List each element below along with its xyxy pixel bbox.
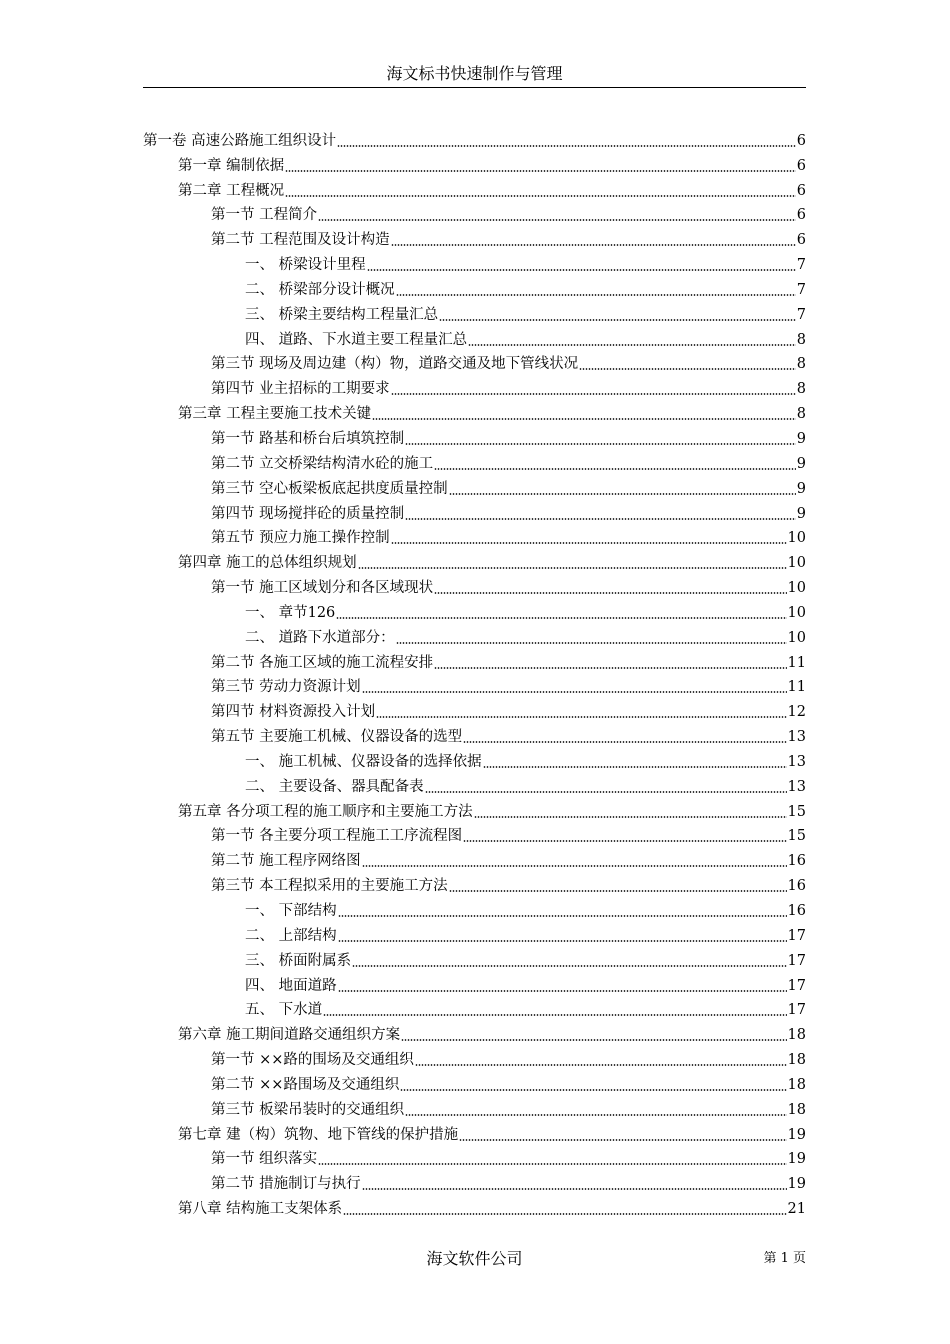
- toc-entry-title: 二、 桥梁部分设计概况: [245, 281, 395, 298]
- toc-entry-page: 16: [787, 878, 806, 895]
- toc-dot-leader: [362, 691, 787, 693]
- toc-dot-leader: [459, 1139, 786, 1141]
- toc-entry[interactable]: [143, 448, 806, 473]
- toc-dot-leader: [391, 393, 796, 395]
- toc-entry-page: 21: [787, 1201, 806, 1218]
- toc-entry-title: 一、 下部结构: [245, 903, 337, 919]
- toc-entry-page: 8: [796, 356, 806, 373]
- toc-entry-page: 6: [796, 232, 806, 249]
- toc-entry-page: 9: [796, 480, 806, 497]
- toc-entry-title: 第一节 各主要分项工程施工工序流程图: [211, 828, 463, 845]
- toc-entry-title: 第一节 ××路的围场及交通组织: [211, 1052, 414, 1069]
- toc-entry-title: 第一节 组织落实: [211, 1151, 318, 1168]
- toc-dot-leader: [449, 890, 787, 892]
- toc-dot-leader: [367, 269, 796, 271]
- toc-entry-title: 第八章 结构施工支架体系: [178, 1201, 343, 1218]
- toc-dot-leader: [579, 368, 796, 370]
- toc-entry-page: 7: [796, 306, 806, 323]
- footer-page-number: 第 1 页: [763, 1251, 806, 1266]
- toc-entry-page: 9: [796, 430, 806, 447]
- toc-dot-leader: [391, 542, 787, 544]
- toc-dot-leader: [434, 468, 796, 470]
- toc-entry[interactable]: [143, 1019, 806, 1044]
- toc-entry[interactable]: [143, 1119, 806, 1144]
- toc-dot-leader: [362, 865, 787, 867]
- toc-dot-leader: [285, 170, 796, 172]
- toc-entry[interactable]: [143, 1144, 806, 1169]
- toc-entry[interactable]: [143, 498, 806, 523]
- toc-entry[interactable]: [143, 349, 806, 374]
- toc-entry-title: 第五节 预应力施工操作控制: [211, 530, 390, 547]
- toc-entry-title: 四、 道路、下水道主要工程量汇总: [245, 331, 468, 348]
- toc-entry[interactable]: [143, 796, 806, 821]
- toc-dot-leader: [425, 791, 787, 793]
- toc-entry-page: 6: [796, 207, 806, 224]
- toc-entry[interactable]: [143, 523, 806, 548]
- toc-entry-title: 第一节 工程简介: [211, 207, 318, 224]
- toc-entry-title: 第六章 施工期间道路交通组织方案: [178, 1027, 401, 1044]
- toc-entry[interactable]: [143, 721, 806, 746]
- toc-entry-page: 16: [787, 903, 806, 919]
- toc-entry-page: 18: [787, 1027, 806, 1044]
- toc-entry-title: 第七章 建（构）筑物、地下管线的保护措施: [178, 1126, 459, 1143]
- toc-entry-title: 第四章 施工的总体组织规划: [178, 555, 357, 572]
- header-rule: [143, 87, 806, 88]
- toc-entry-page: 11: [787, 654, 806, 671]
- toc-dot-leader: [336, 617, 786, 619]
- toc-entry-title: 第三节 劳动力资源计划: [211, 679, 361, 696]
- toc-entry-page: 15: [787, 828, 806, 845]
- toc-entry-page: 6: [796, 132, 806, 149]
- toc-dot-leader: [323, 1014, 786, 1016]
- toc-entry[interactable]: [143, 324, 806, 349]
- toc-entry[interactable]: [143, 274, 806, 299]
- toc-entry[interactable]: [143, 150, 806, 175]
- toc-entry[interactable]: [143, 398, 806, 423]
- toc-entry-page: 16: [787, 853, 806, 870]
- toc-entry-title: 四、 地面道路: [245, 977, 337, 994]
- toc-entry-page: 13: [787, 753, 806, 770]
- toc-entry-title: 一、 章节126: [245, 604, 336, 621]
- toc-dot-leader: [434, 667, 786, 669]
- toc-dot-leader: [318, 1163, 786, 1165]
- toc-entry-title: 第二节 工程范围及设计构造: [211, 232, 390, 249]
- toc-dot-leader: [352, 965, 786, 967]
- toc-dot-leader: [338, 915, 787, 917]
- toc-entry-page: 10: [787, 580, 806, 597]
- toc-dot-leader: [415, 1064, 787, 1066]
- toc-entry-page: 8: [796, 381, 806, 398]
- toc-entry-title: 第一节 路基和桥台后填筑控制: [211, 430, 405, 447]
- toc-dot-leader: [376, 716, 786, 718]
- toc-entry[interactable]: [143, 1193, 806, 1218]
- toc-entry[interactable]: [143, 622, 806, 647]
- toc-entry-page: 19: [787, 1176, 806, 1193]
- toc-dot-leader: [468, 344, 796, 346]
- toc-entry[interactable]: [143, 572, 806, 597]
- toc-dot-leader: [362, 1188, 787, 1190]
- toc-entry[interactable]: [143, 597, 806, 622]
- toc-entry[interactable]: [143, 423, 806, 448]
- toc-entry-page: 10: [787, 629, 806, 646]
- toc-entry-title: 第二章 工程概况: [178, 182, 285, 199]
- toc-entry-page: 18: [787, 1052, 806, 1069]
- toc-entry-page: 8: [796, 331, 806, 348]
- toc-entry-page: 13: [787, 729, 806, 746]
- toc-entry-title: 三、 桥面附属系: [245, 952, 352, 969]
- toc-entry-title: 五、 下水道: [245, 1002, 323, 1019]
- toc-entry[interactable]: [143, 1168, 806, 1193]
- toc-entry-title: 第一卷 高速公路施工组织设计: [143, 132, 337, 149]
- toc-dot-leader: [449, 493, 796, 495]
- toc-entry[interactable]: [143, 771, 806, 796]
- toc-entry-page: 12: [787, 704, 806, 721]
- page-header-title: 海文标书快速制作与管理: [386, 64, 563, 83]
- toc-entry-title: 三、 桥梁主要结构工程量汇总: [245, 306, 439, 323]
- toc-entry-page: 7: [796, 257, 806, 274]
- table-of-contents: [143, 125, 806, 1218]
- toc-entry[interactable]: [143, 299, 806, 324]
- toc-entry-title: 第二节 立交桥梁结构清水砼的施工: [211, 455, 434, 472]
- toc-dot-leader: [372, 418, 796, 420]
- toc-entry-page: 17: [787, 927, 806, 944]
- toc-entry[interactable]: [143, 1044, 806, 1069]
- toc-entry[interactable]: [143, 473, 806, 498]
- toc-entry-title: 二、 上部结构: [245, 927, 337, 944]
- toc-entry-title: 第四节 材料资源投入计划: [211, 704, 376, 721]
- toc-entry[interactable]: [143, 125, 806, 150]
- toc-entry[interactable]: [143, 696, 806, 721]
- toc-entry[interactable]: [143, 821, 806, 846]
- toc-entry-page: 17: [787, 1002, 806, 1019]
- toc-entry[interactable]: [143, 746, 806, 771]
- toc-entry[interactable]: [143, 647, 806, 672]
- toc-entry[interactable]: [143, 970, 806, 995]
- toc-dot-leader: [396, 642, 787, 644]
- toc-entry[interactable]: [143, 870, 806, 895]
- toc-entry-page: 9: [796, 505, 806, 522]
- toc-entry-title: 一、 桥梁设计里程: [245, 257, 366, 274]
- toc-entry-page: 19: [787, 1126, 806, 1143]
- toc-entry[interactable]: [143, 845, 806, 870]
- toc-dot-leader: [338, 990, 787, 992]
- toc-dot-leader: [463, 741, 786, 743]
- toc-entry-title: 第一节 施工区域划分和各区域现状: [211, 580, 434, 597]
- toc-entry-title: 一、 施工机械、仪器设备的选择依据: [245, 753, 482, 770]
- toc-entry[interactable]: [143, 1069, 806, 1094]
- toc-dot-leader: [285, 195, 796, 197]
- toc-entry-page: 15: [787, 803, 806, 820]
- toc-entry-title: 第二节 ××路围场及交通组织: [211, 1076, 400, 1093]
- toc-entry-page: 8: [796, 406, 806, 423]
- toc-dot-leader: [405, 1114, 786, 1116]
- toc-entry[interactable]: [143, 895, 806, 920]
- toc-entry-title: 第四节 业主招标的工期要求: [211, 381, 390, 398]
- footer-company: 海文软件公司: [426, 1249, 523, 1268]
- toc-dot-leader: [400, 1089, 786, 1091]
- toc-entry-page: 18: [787, 1101, 806, 1118]
- toc-dot-leader: [401, 1039, 786, 1041]
- toc-entry-title: 第四节 现场搅拌砼的质量控制: [211, 505, 405, 522]
- toc-entry[interactable]: [143, 1094, 806, 1119]
- toc-entry-title: 第三节 本工程拟采用的主要施工方法: [211, 878, 448, 895]
- toc-entry[interactable]: [143, 547, 806, 572]
- toc-dot-leader: [463, 840, 786, 842]
- toc-dot-leader: [439, 319, 796, 321]
- toc-entry-title: 第三章 工程主要施工技术关键: [178, 406, 372, 423]
- toc-entry-page: 10: [787, 604, 806, 621]
- toc-entry-title: 第一章 编制依据: [178, 157, 285, 174]
- toc-dot-leader: [391, 244, 796, 246]
- toc-dot-leader: [343, 1213, 786, 1215]
- toc-entry-title: 第三节 板梁吊装时的交通组织: [211, 1101, 405, 1118]
- toc-entry[interactable]: [143, 672, 806, 697]
- toc-entry-title: 第三节 空心板梁板底起拱度质量控制: [211, 480, 448, 497]
- toc-dot-leader: [338, 940, 787, 942]
- toc-entry-page: 13: [787, 778, 806, 795]
- toc-dot-leader: [337, 145, 796, 147]
- toc-entry-page: 17: [787, 952, 806, 969]
- toc-dot-leader: [318, 219, 796, 221]
- toc-entry[interactable]: [143, 945, 806, 970]
- toc-dot-leader: [483, 766, 787, 768]
- toc-entry-page: 9: [796, 455, 806, 472]
- toc-dot-leader: [358, 567, 787, 569]
- toc-entry-page: 10: [787, 555, 806, 572]
- toc-entry-title: 第五节 主要施工机械、仪器设备的选型: [211, 729, 463, 746]
- toc-entry-page: 7: [796, 281, 806, 298]
- toc-entry[interactable]: [143, 200, 806, 225]
- toc-entry-page: 19: [787, 1151, 806, 1168]
- toc-entry-title: 第三节 现场及周边建（构）物，道路交通及地下管线状况: [211, 356, 579, 373]
- toc-entry[interactable]: [143, 224, 806, 249]
- toc-dot-leader: [405, 518, 796, 520]
- toc-dot-leader: [405, 443, 796, 445]
- toc-entry[interactable]: [143, 373, 806, 398]
- toc-entry[interactable]: [143, 249, 806, 274]
- toc-entry[interactable]: [143, 175, 806, 200]
- toc-dot-leader: [434, 592, 786, 594]
- toc-dot-leader: [396, 294, 796, 296]
- toc-entry-title: 第二节 施工程序网络图: [211, 853, 361, 870]
- toc-entry-page: 10: [787, 530, 806, 547]
- toc-entry-page: 18: [787, 1076, 806, 1093]
- toc-entry-title: 第二节 措施制订与执行: [211, 1176, 361, 1193]
- toc-entry[interactable]: [143, 995, 806, 1020]
- toc-entry-title: 第二节 各施工区域的施工流程安排: [211, 654, 434, 671]
- toc-dot-leader: [474, 816, 787, 818]
- toc-entry-title: 二、 道路下水道部分：: [245, 629, 395, 646]
- toc-entry-page: 6: [796, 157, 806, 174]
- toc-entry-page: 6: [796, 182, 806, 199]
- toc-entry-title: 二、 主要设备、器具配备表: [245, 778, 424, 795]
- toc-entry-page: 11: [787, 679, 806, 696]
- toc-entry-page: 17: [787, 977, 806, 994]
- toc-entry-title: 第五章 各分项工程的施工顺序和主要施工方法: [178, 803, 473, 820]
- toc-entry[interactable]: [143, 920, 806, 945]
